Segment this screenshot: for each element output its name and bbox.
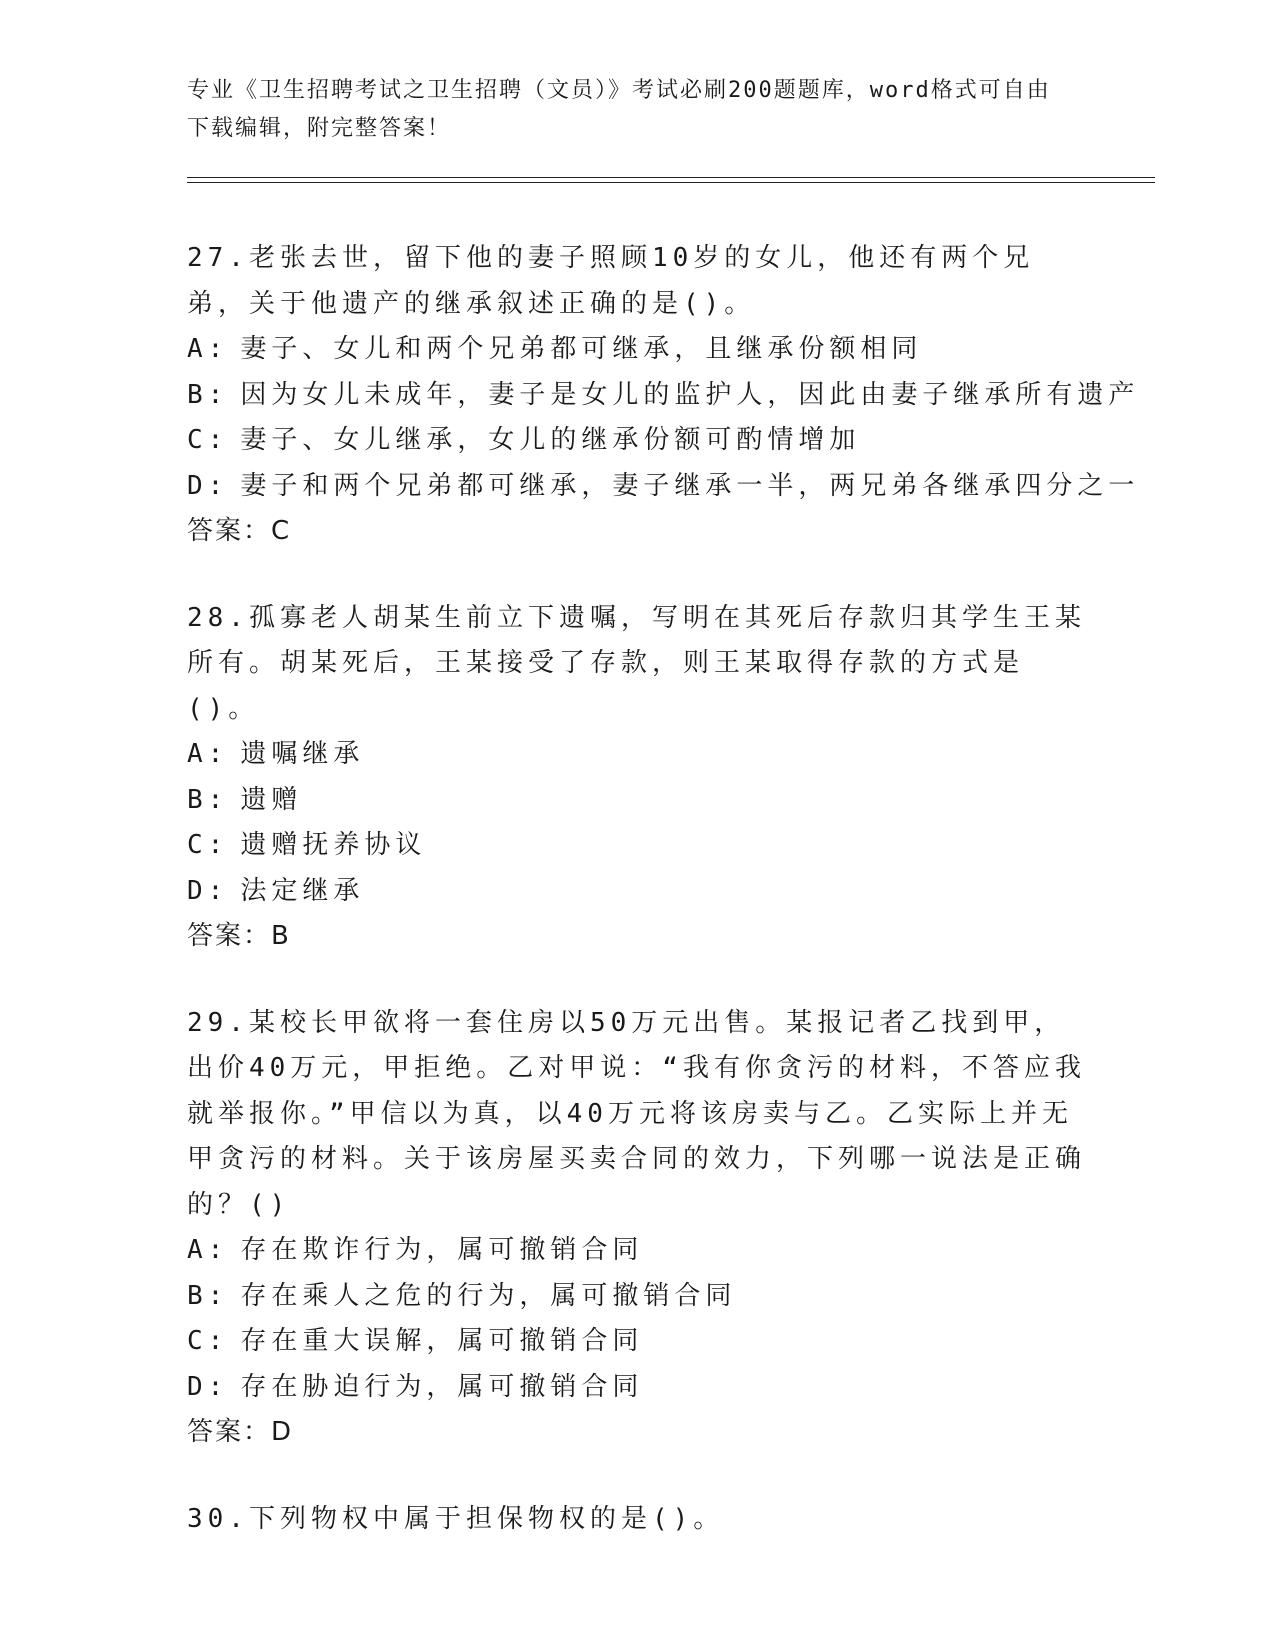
option-d — [187, 1365, 1087, 1411]
option-text: 存在重大误解，属可撤销合同 — [240, 1326, 644, 1356]
option-letter: D: — [187, 470, 229, 501]
option-a — [187, 327, 1087, 373]
option-c — [187, 418, 1087, 464]
option-letter: C: — [187, 830, 229, 860]
answer-line: 答案：D — [187, 1417, 294, 1447]
question-stem: 27.老张去世，留下他的妻子照顾10岁的女儿，他还有两个兄弟，关于他遗产的继承叙述正确的是()。 — [187, 243, 1035, 319]
question-stem: 29.某校长甲欲将一套住房以50万元出售。某报记者乙找到甲，出价40万元，甲拒绝。乙对甲说：“我有你贪污的材料，不答应我就举报你。”甲信以为真，以40万元将该房卖与乙。乙实际上并无甲贪污的材料。关于该房屋买卖合同的效力，下列哪一说法是正确的？() — [187, 1007, 1087, 1220]
option-text: 遗赠 — [240, 784, 303, 815]
option-c — [187, 1319, 1087, 1365]
option-b — [187, 778, 1087, 824]
option-letter: A: — [187, 1235, 229, 1265]
header-divider-bottom — [187, 182, 1155, 183]
option-letter: C: — [187, 1326, 229, 1356]
option-a — [187, 732, 1087, 778]
option-letter: B: — [187, 784, 229, 815]
header-text: 专业《卫生招聘考试之卫生招聘（文员）》考试必刷200题题库，word格式可自由下载编辑，附完整答案！ — [187, 78, 1051, 141]
answer-line: 答案：C — [187, 516, 292, 546]
option-letter: A: — [187, 334, 229, 364]
header-divider-top — [187, 177, 1155, 178]
option-text: 法定继承 — [240, 875, 365, 906]
option-letter: D: — [187, 1371, 229, 1402]
option-text: 存在胁迫行为，属可撤销合同 — [240, 1371, 644, 1402]
option-letter: B: — [187, 1280, 229, 1311]
option-a — [187, 1228, 1087, 1274]
option-text: 妻子、女儿继承，女儿的继承份额可酌情增加 — [240, 425, 861, 455]
option-d — [187, 869, 1087, 915]
option-text: 遗赠抚养协议 — [240, 830, 427, 860]
answer-line: 答案：B — [187, 921, 291, 951]
option-text: 妻子、女儿和两个兄弟都可继承，且继承份额相同 — [240, 334, 923, 364]
option-letter: B: — [187, 379, 229, 410]
option-letter: D: — [187, 875, 229, 906]
option-letter: C: — [187, 425, 229, 455]
question-stem: 30.下列物权中属于担保物权的是()。 — [187, 1503, 725, 1534]
question-30 — [187, 1497, 1087, 1543]
document-header — [187, 72, 1067, 148]
option-c — [187, 823, 1087, 869]
option-text: 因为女儿未成年，妻子是女儿的监护人，因此由妻子继承所有遗产 — [240, 379, 1140, 410]
question-28 — [187, 596, 1087, 960]
option-d — [187, 464, 1140, 510]
question-29 — [187, 1001, 1087, 1456]
option-text: 妻子和两个兄弟都可继承，妻子继承一半，两兄弟各继承四分之一 — [240, 470, 1140, 501]
question-stem: 28.孤寡老人胡某生前立下遗嘱，写明在其死后存款归其学生王某所有。胡某死后，王某接受了存款，则王某取得存款的方式是()。 — [187, 602, 1086, 724]
option-text: 存在乘人之危的行为，属可撤销合同 — [240, 1280, 737, 1311]
question-list — [187, 236, 1140, 1583]
option-b — [187, 373, 1140, 419]
option-b — [187, 1274, 1087, 1320]
option-text: 存在欺诈行为，属可撤销合同 — [240, 1235, 644, 1265]
option-text: 遗嘱继承 — [240, 739, 365, 769]
option-letter: A: — [187, 739, 229, 769]
question-27 — [187, 236, 1140, 555]
